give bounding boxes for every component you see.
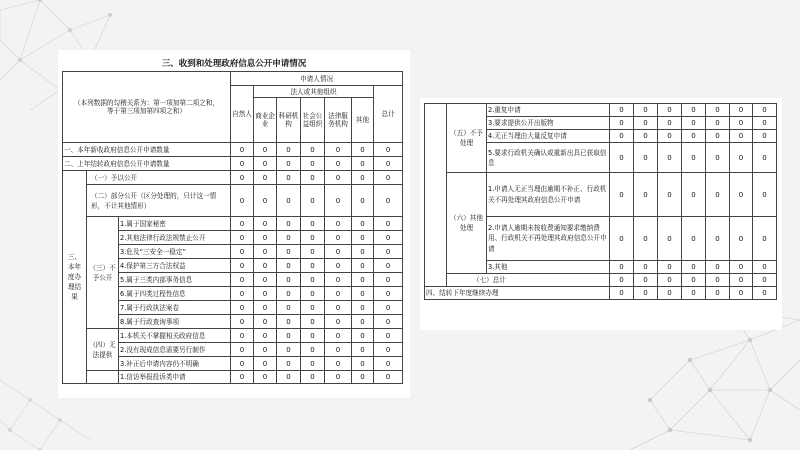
value-cell: 0 — [658, 104, 682, 117]
value-cell: 0 — [374, 157, 403, 171]
value-cell: 0 — [682, 104, 706, 117]
value-cell: 0 — [374, 357, 403, 371]
row-label: 4.保护第三方合法权益 — [119, 259, 231, 273]
value-cell: 0 — [277, 143, 301, 157]
value-cell: 0 — [374, 273, 403, 287]
value-cell: 0 — [374, 259, 403, 273]
value-cell: 0 — [301, 185, 325, 217]
value-cell: 0 — [352, 157, 374, 171]
value-cell: 0 — [301, 329, 325, 343]
value-cell: 0 — [352, 217, 374, 231]
value-cell: 0 — [254, 343, 277, 357]
value-cell: 0 — [325, 231, 352, 245]
value-cell: 0 — [352, 357, 374, 371]
value-cell: 0 — [706, 287, 730, 300]
value-cell: 0 — [352, 171, 374, 185]
row-label: 1.本机关不掌握相关政府信息 — [119, 329, 231, 343]
value-cell: 0 — [231, 171, 254, 185]
value-cell: 0 — [658, 173, 682, 217]
row-label: 3.要求提供公开出版物 — [487, 117, 610, 130]
value-cell: 0 — [730, 104, 753, 117]
value-cell: 0 — [706, 117, 730, 130]
table-row — [63, 217, 403, 231]
value-cell: 0 — [301, 315, 325, 329]
value-cell: 0 — [374, 185, 403, 217]
value-cell: 0 — [610, 130, 634, 143]
value-cell: 0 — [277, 185, 301, 217]
value-cell: 0 — [753, 287, 777, 300]
header-commercial: 商业企业 — [254, 98, 277, 143]
value-cell: 0 — [682, 117, 706, 130]
value-cell: 0 — [231, 315, 254, 329]
value-cell: 0 — [753, 143, 777, 173]
value-cell: 0 — [254, 245, 277, 259]
value-cell: 0 — [634, 130, 658, 143]
section3-continued — [425, 104, 447, 287]
row-label: 7.属于行政执法案卷 — [119, 301, 231, 315]
row-label: 四、结转下年度继续办理 — [425, 287, 610, 300]
table-row — [63, 371, 403, 384]
value-cell: 0 — [301, 273, 325, 287]
value-cell: 0 — [301, 371, 325, 384]
row-label: 2.其他法律行政法规禁止公开 — [119, 231, 231, 245]
value-cell: 0 — [634, 217, 658, 261]
value-cell: 0 — [254, 231, 277, 245]
value-cell: 0 — [231, 357, 254, 371]
value-cell: 0 — [277, 287, 301, 301]
value-cell: 0 — [254, 301, 277, 315]
value-cell: 0 — [610, 143, 634, 173]
value-cell: 0 — [254, 143, 277, 157]
value-cell: 0 — [610, 117, 634, 130]
right-table — [424, 103, 777, 300]
table-row — [63, 329, 403, 343]
value-cell: 0 — [325, 171, 352, 185]
header-other: 其他 — [352, 98, 374, 143]
value-cell: 0 — [374, 371, 403, 384]
value-cell: 0 — [277, 343, 301, 357]
header-applicant: 申请人情况 — [231, 72, 403, 86]
value-cell: 0 — [231, 157, 254, 171]
value-cell: 0 — [374, 343, 403, 357]
value-cell: 0 — [325, 301, 352, 315]
value-cell: 0 — [352, 371, 374, 384]
group5-label: （五）不予处理 — [447, 104, 487, 173]
value-cell: 0 — [706, 217, 730, 261]
value-cell: 0 — [658, 287, 682, 300]
value-cell: 0 — [254, 217, 277, 231]
value-cell: 0 — [730, 274, 753, 287]
value-cell: 0 — [682, 130, 706, 143]
value-cell: 0 — [301, 157, 325, 171]
row-label: 3.危及“三安全一稳定” — [119, 245, 231, 259]
value-cell: 0 — [325, 259, 352, 273]
row-label: （一）予以公开 — [87, 171, 231, 185]
table-row — [63, 143, 403, 157]
value-cell: 0 — [634, 104, 658, 117]
value-cell: 0 — [301, 171, 325, 185]
value-cell: 0 — [301, 217, 325, 231]
value-cell: 0 — [682, 261, 706, 274]
page-title: 三、收到和处理政府信息公开申请情况 — [64, 57, 404, 71]
value-cell: 0 — [277, 171, 301, 185]
table-row — [63, 157, 403, 171]
value-cell: 0 — [610, 261, 634, 274]
value-cell: 0 — [706, 130, 730, 143]
table-row — [425, 104, 777, 117]
value-cell: 0 — [301, 259, 325, 273]
value-cell: 0 — [352, 301, 374, 315]
value-cell: 0 — [325, 217, 352, 231]
value-cell: 0 — [658, 130, 682, 143]
value-cell: 0 — [352, 273, 374, 287]
value-cell: 0 — [325, 185, 352, 217]
value-cell: 0 — [301, 245, 325, 259]
group4-label: （四）无法提供 — [87, 329, 119, 371]
header-legal-service: 法律服务机构 — [325, 98, 352, 143]
value-cell: 0 — [658, 274, 682, 287]
value-cell: 0 — [706, 274, 730, 287]
value-cell: 0 — [374, 143, 403, 157]
value-cell: 0 — [352, 329, 374, 343]
value-cell: 0 — [277, 357, 301, 371]
row-label: 5.属于三类内部事务信息 — [119, 273, 231, 287]
value-cell: 0 — [325, 273, 352, 287]
value-cell: 0 — [254, 171, 277, 185]
value-cell: 0 — [706, 261, 730, 274]
row-label: 1.属于国家秘密 — [119, 217, 231, 231]
header-natural-person: 自然人 — [231, 86, 254, 143]
value-cell: 0 — [634, 274, 658, 287]
value-cell: 0 — [658, 217, 682, 261]
value-cell: 0 — [277, 259, 301, 273]
value-cell: 0 — [325, 287, 352, 301]
value-cell: 0 — [254, 185, 277, 217]
value-cell: 0 — [254, 371, 277, 384]
value-cell: 0 — [610, 287, 634, 300]
value-cell: 0 — [301, 287, 325, 301]
section3-label: 三、本年度办理结果 — [63, 171, 87, 384]
value-cell: 0 — [325, 143, 352, 157]
value-cell: 0 — [325, 371, 352, 384]
value-cell: 0 — [374, 245, 403, 259]
value-cell: 0 — [730, 287, 753, 300]
value-cell: 0 — [730, 173, 753, 217]
value-cell: 0 — [231, 371, 254, 384]
value-cell: 0 — [753, 173, 777, 217]
value-cell: 0 — [231, 329, 254, 343]
value-cell: 0 — [374, 329, 403, 343]
header-note: （本列数据的勾稽关系为：第一项加第二项之和，等于第三项加第四项之和） — [63, 72, 231, 143]
value-cell: 0 — [374, 287, 403, 301]
value-cell: 0 — [610, 104, 634, 117]
row-label: 2.没有现成信息需要另行制作 — [119, 343, 231, 357]
value-cell: 0 — [753, 104, 777, 117]
value-cell: 0 — [352, 259, 374, 273]
value-cell: 0 — [634, 261, 658, 274]
value-cell: 0 — [374, 315, 403, 329]
value-cell: 0 — [682, 143, 706, 173]
value-cell: 0 — [352, 245, 374, 259]
value-cell: 0 — [352, 185, 374, 217]
value-cell: 0 — [352, 287, 374, 301]
value-cell: 0 — [658, 261, 682, 274]
row-label: 4.无正当理由大量反复申请 — [487, 130, 610, 143]
value-cell: 0 — [634, 143, 658, 173]
value-cell: 0 — [753, 274, 777, 287]
value-cell: 0 — [374, 301, 403, 315]
table-row — [425, 287, 777, 300]
header-row — [63, 72, 403, 86]
value-cell: 0 — [231, 185, 254, 217]
row-label: 6.属于四类过程性信息 — [119, 287, 231, 301]
group5-label-continued — [87, 371, 119, 384]
value-cell: 0 — [301, 231, 325, 245]
value-cell: 0 — [682, 287, 706, 300]
value-cell: 0 — [301, 301, 325, 315]
value-cell: 0 — [753, 261, 777, 274]
value-cell: 0 — [352, 231, 374, 245]
value-cell: 0 — [658, 143, 682, 173]
value-cell: 0 — [301, 343, 325, 357]
value-cell: 0 — [374, 171, 403, 185]
value-cell: 0 — [231, 217, 254, 231]
row-label: （二）部分公开（区分处理的，只计这一情形，不计其他情形） — [87, 185, 231, 217]
value-cell: 0 — [254, 329, 277, 343]
group3-label: （三）不予公开 — [87, 217, 119, 329]
table-row — [63, 171, 403, 185]
value-cell: 0 — [706, 143, 730, 173]
value-cell: 0 — [277, 371, 301, 384]
row-label: 1.申请人无正当理由逾期不补正、行政机关不再处理其政府信息公开申请 — [487, 173, 610, 217]
value-cell: 0 — [610, 173, 634, 217]
value-cell: 0 — [231, 287, 254, 301]
value-cell: 0 — [374, 217, 403, 231]
value-cell: 0 — [325, 343, 352, 357]
value-cell: 0 — [231, 231, 254, 245]
value-cell: 0 — [277, 273, 301, 287]
value-cell: 0 — [753, 217, 777, 261]
value-cell: 0 — [352, 143, 374, 157]
row-label: 3.补正后申请内容仍不明确 — [119, 357, 231, 371]
value-cell: 0 — [325, 357, 352, 371]
value-cell: 0 — [730, 143, 753, 173]
value-cell: 0 — [610, 274, 634, 287]
row-label: 1.信访举报投诉类申请 — [119, 371, 231, 384]
value-cell: 0 — [231, 245, 254, 259]
value-cell: 0 — [231, 343, 254, 357]
value-cell: 0 — [254, 287, 277, 301]
value-cell: 0 — [231, 143, 254, 157]
value-cell: 0 — [277, 301, 301, 315]
value-cell: 0 — [277, 329, 301, 343]
value-cell: 0 — [254, 357, 277, 371]
value-cell: 0 — [277, 231, 301, 245]
header-social: 社会公益组织 — [301, 98, 325, 143]
left-table — [62, 71, 403, 384]
value-cell: 0 — [254, 273, 277, 287]
value-cell: 0 — [730, 217, 753, 261]
value-cell: 0 — [753, 117, 777, 130]
value-cell: 0 — [658, 117, 682, 130]
value-cell: 0 — [682, 217, 706, 261]
value-cell: 0 — [610, 217, 634, 261]
value-cell: 0 — [352, 343, 374, 357]
group6-label: （六）其他处理 — [447, 173, 487, 274]
table-row — [425, 274, 777, 287]
header-total: 总计 — [374, 86, 403, 143]
value-cell: 0 — [277, 157, 301, 171]
value-cell: 0 — [231, 273, 254, 287]
table-row — [63, 185, 403, 217]
value-cell: 0 — [325, 157, 352, 171]
value-cell: 0 — [301, 143, 325, 157]
value-cell: 0 — [277, 245, 301, 259]
value-cell: 0 — [634, 117, 658, 130]
value-cell: 0 — [634, 287, 658, 300]
value-cell: 0 — [254, 157, 277, 171]
header-research: 科研机构 — [277, 98, 301, 143]
value-cell: 0 — [301, 357, 325, 371]
value-cell: 0 — [325, 245, 352, 259]
value-cell: 0 — [231, 259, 254, 273]
row-label: 8.属于行政查询事项 — [119, 315, 231, 329]
value-cell: 0 — [374, 231, 403, 245]
row-label: 3.其他 — [487, 261, 610, 274]
value-cell: 0 — [730, 117, 753, 130]
value-cell: 0 — [706, 173, 730, 217]
row-label: （七）总计 — [447, 274, 610, 287]
value-cell: 0 — [682, 173, 706, 217]
value-cell: 0 — [277, 315, 301, 329]
value-cell: 0 — [706, 104, 730, 117]
row-label: 一、本年新收政府信息公开申请数量 — [63, 143, 231, 157]
table-row — [425, 173, 777, 217]
value-cell: 0 — [325, 315, 352, 329]
header-legal-org: 法人或其他组织 — [254, 86, 374, 98]
value-cell: 0 — [254, 315, 277, 329]
row-label: 二、上年结转政府信息公开申请数量 — [63, 157, 231, 171]
row-label: 2.重复申请 — [487, 104, 610, 117]
value-cell: 0 — [231, 301, 254, 315]
row-label: 5.要求行政机关确认或重新出具已获取信息 — [487, 143, 610, 173]
value-cell: 0 — [352, 315, 374, 329]
value-cell: 0 — [634, 173, 658, 217]
value-cell: 0 — [682, 274, 706, 287]
value-cell: 0 — [730, 261, 753, 274]
value-cell: 0 — [753, 130, 777, 143]
value-cell: 0 — [730, 130, 753, 143]
value-cell: 0 — [277, 217, 301, 231]
value-cell: 0 — [325, 329, 352, 343]
row-label: 2.申请人逾期未按收费通知要求缴纳费用、行政机关不再处理其政府信息公开申请 — [487, 217, 610, 261]
value-cell: 0 — [254, 259, 277, 273]
